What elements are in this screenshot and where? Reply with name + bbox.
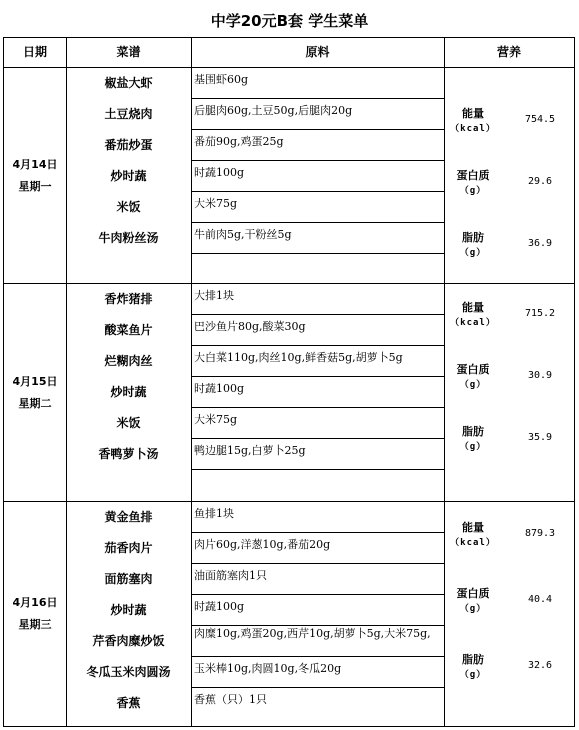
day-block [4, 502, 574, 726]
ingredient-row: 香蕉（只）1只 [194, 693, 267, 706]
nutrition-label: 能量 [462, 107, 484, 120]
ingredient-row [191, 254, 444, 284]
ingredient-row: 后腿肉60g,土豆50g,后腿肉20g [191, 99, 444, 130]
nutrition-label: 蛋白质 [456, 363, 490, 376]
dish-name: 米饭 [116, 200, 141, 214]
date-label: 4月14日 [12, 157, 58, 171]
ingredient-row: 大白菜110g,肉丝10g,鲜香菇5g,胡萝卜5g [191, 346, 444, 377]
nutrition-value: 35.9 [527, 432, 553, 443]
dish-name: 炒时蔬 [110, 169, 147, 183]
ingredient-row: 基围虾60g [191, 68, 444, 99]
dish-name: 茄香肉片 [104, 541, 153, 555]
weekday-label: 星期三 [18, 618, 52, 631]
nutrition-value: 29.6 [527, 176, 553, 187]
nutrition-energy [444, 300, 574, 336]
dish-name: 烂糊肉丝 [104, 354, 153, 368]
nutrition-unit: （kcal） [450, 124, 496, 134]
ingredient-row: 油面筋塞肉1只 [191, 564, 444, 595]
dish-name: 牛肉粉丝汤 [98, 231, 159, 245]
date-cell [4, 284, 66, 501]
ingredient-row: 时蔬100g [191, 377, 444, 408]
nutrition-unit: （g） [459, 186, 487, 196]
nutrition-fat [444, 652, 574, 688]
nutrition-label: 脂肪 [462, 425, 484, 438]
dish-name: 香炸猪排 [104, 292, 153, 306]
nutrition-protein [444, 362, 574, 398]
nutrition-value: 715.2 [524, 308, 556, 319]
day-block [4, 284, 574, 502]
menu-table [3, 37, 575, 727]
nutrition-label: 能量 [462, 521, 484, 534]
ingredient-row: 时蔬100g [191, 161, 444, 192]
ingredient-row: 鸭边腿15g,白萝卜25g [191, 439, 444, 470]
dish-name: 芹香肉糜炒饭 [92, 634, 165, 648]
ingredient-row [191, 470, 444, 502]
dish-name: 炒时蔬 [110, 603, 147, 617]
nutrition-unit: （g） [459, 670, 487, 680]
nutrition-protein [444, 168, 574, 204]
nutrition-unit: （kcal） [450, 538, 496, 548]
dish-name: 米饭 [116, 416, 141, 430]
weekday-label: 星期一 [18, 179, 52, 193]
nutrition-value: 32.6 [527, 660, 553, 671]
ingredients-cell [191, 502, 444, 726]
ingredient-row: 大米75g [191, 408, 444, 439]
date-cell [4, 502, 66, 726]
header-nutrition: 营养 [496, 45, 521, 59]
header-date: 日期 [22, 45, 47, 59]
date-label: 4月16日 [12, 596, 58, 609]
weekday-label: 星期二 [18, 396, 52, 410]
nutrition-unit: （kcal） [450, 318, 496, 328]
ingredient-row: 鱼排1块 [191, 502, 444, 533]
ingredient-row: 玉米棒10g,肉圆10g,冬瓜20g [191, 657, 444, 688]
nutrition-unit: （g） [459, 442, 487, 452]
nutrition-label: 蛋白质 [456, 587, 490, 600]
dish-name: 香鸭萝卜汤 [98, 447, 159, 461]
ingredient-row: 巴沙鱼片80g,酸菜30g [191, 315, 444, 346]
dish-name: 面筋塞肉 [104, 572, 153, 586]
dish-name: 黄金鱼排 [104, 510, 153, 524]
nutrition-value: 754.5 [524, 114, 556, 125]
dish-name: 椒盐大虾 [104, 76, 153, 90]
nutrition-unit: （g） [459, 380, 487, 390]
nutrition-unit: （g） [459, 604, 487, 614]
date-cell [4, 68, 66, 283]
header-dishes: 菜谱 [116, 45, 141, 59]
dish-name: 土豆烧肉 [104, 107, 153, 121]
ingredient-row: 番茄90g,鸡蛋25g [191, 130, 444, 161]
nutrition-label: 脂肪 [462, 653, 484, 666]
nutrition-value: 36.9 [527, 238, 553, 249]
ingredients-cell [191, 284, 444, 502]
dish-name: 番茄炒蛋 [104, 138, 153, 152]
ingredient-row: 时蔬100g [191, 595, 444, 626]
nutrition-label: 脂肪 [462, 231, 484, 244]
nutrition-value: 879.3 [524, 528, 556, 539]
ingredient-row: 大排1块 [191, 284, 444, 315]
table-header-row [4, 38, 574, 68]
nutrition-energy [444, 106, 574, 142]
nutrition-label: 蛋白质 [456, 169, 490, 182]
page-title: 中学20元B套 学生菜单 [210, 12, 369, 30]
dish-name: 香蕉 [116, 696, 141, 710]
dish-name: 酸菜鱼片 [104, 323, 153, 337]
ingredient-row: 肉糜10g,鸡蛋20g,西芹10g,胡萝卜5g,大米75g, [191, 626, 444, 657]
ingredient-row: 大米75g [191, 192, 444, 223]
dish-name: 冬瓜玉米肉圆汤 [86, 665, 171, 679]
day-block [4, 68, 574, 284]
nutrition-energy [444, 520, 574, 556]
ingredient-row: 牛前肉5g,干粉丝5g [191, 223, 444, 254]
nutrition-fat [444, 424, 574, 460]
dish-name: 炒时蔬 [110, 385, 147, 399]
date-label: 4月15日 [12, 374, 58, 388]
nutrition-value: 40.4 [527, 594, 553, 605]
nutrition-label: 能量 [462, 301, 484, 314]
ingredients-cell [191, 68, 444, 284]
nutrition-fat [444, 230, 574, 266]
nutrition-value: 30.9 [527, 370, 553, 381]
nutrition-protein [444, 586, 574, 622]
header-ingredients: 原料 [305, 45, 330, 59]
nutrition-unit: （g） [459, 248, 487, 258]
ingredient-row: 肉片60g,洋葱10g,番茄20g [191, 533, 444, 564]
